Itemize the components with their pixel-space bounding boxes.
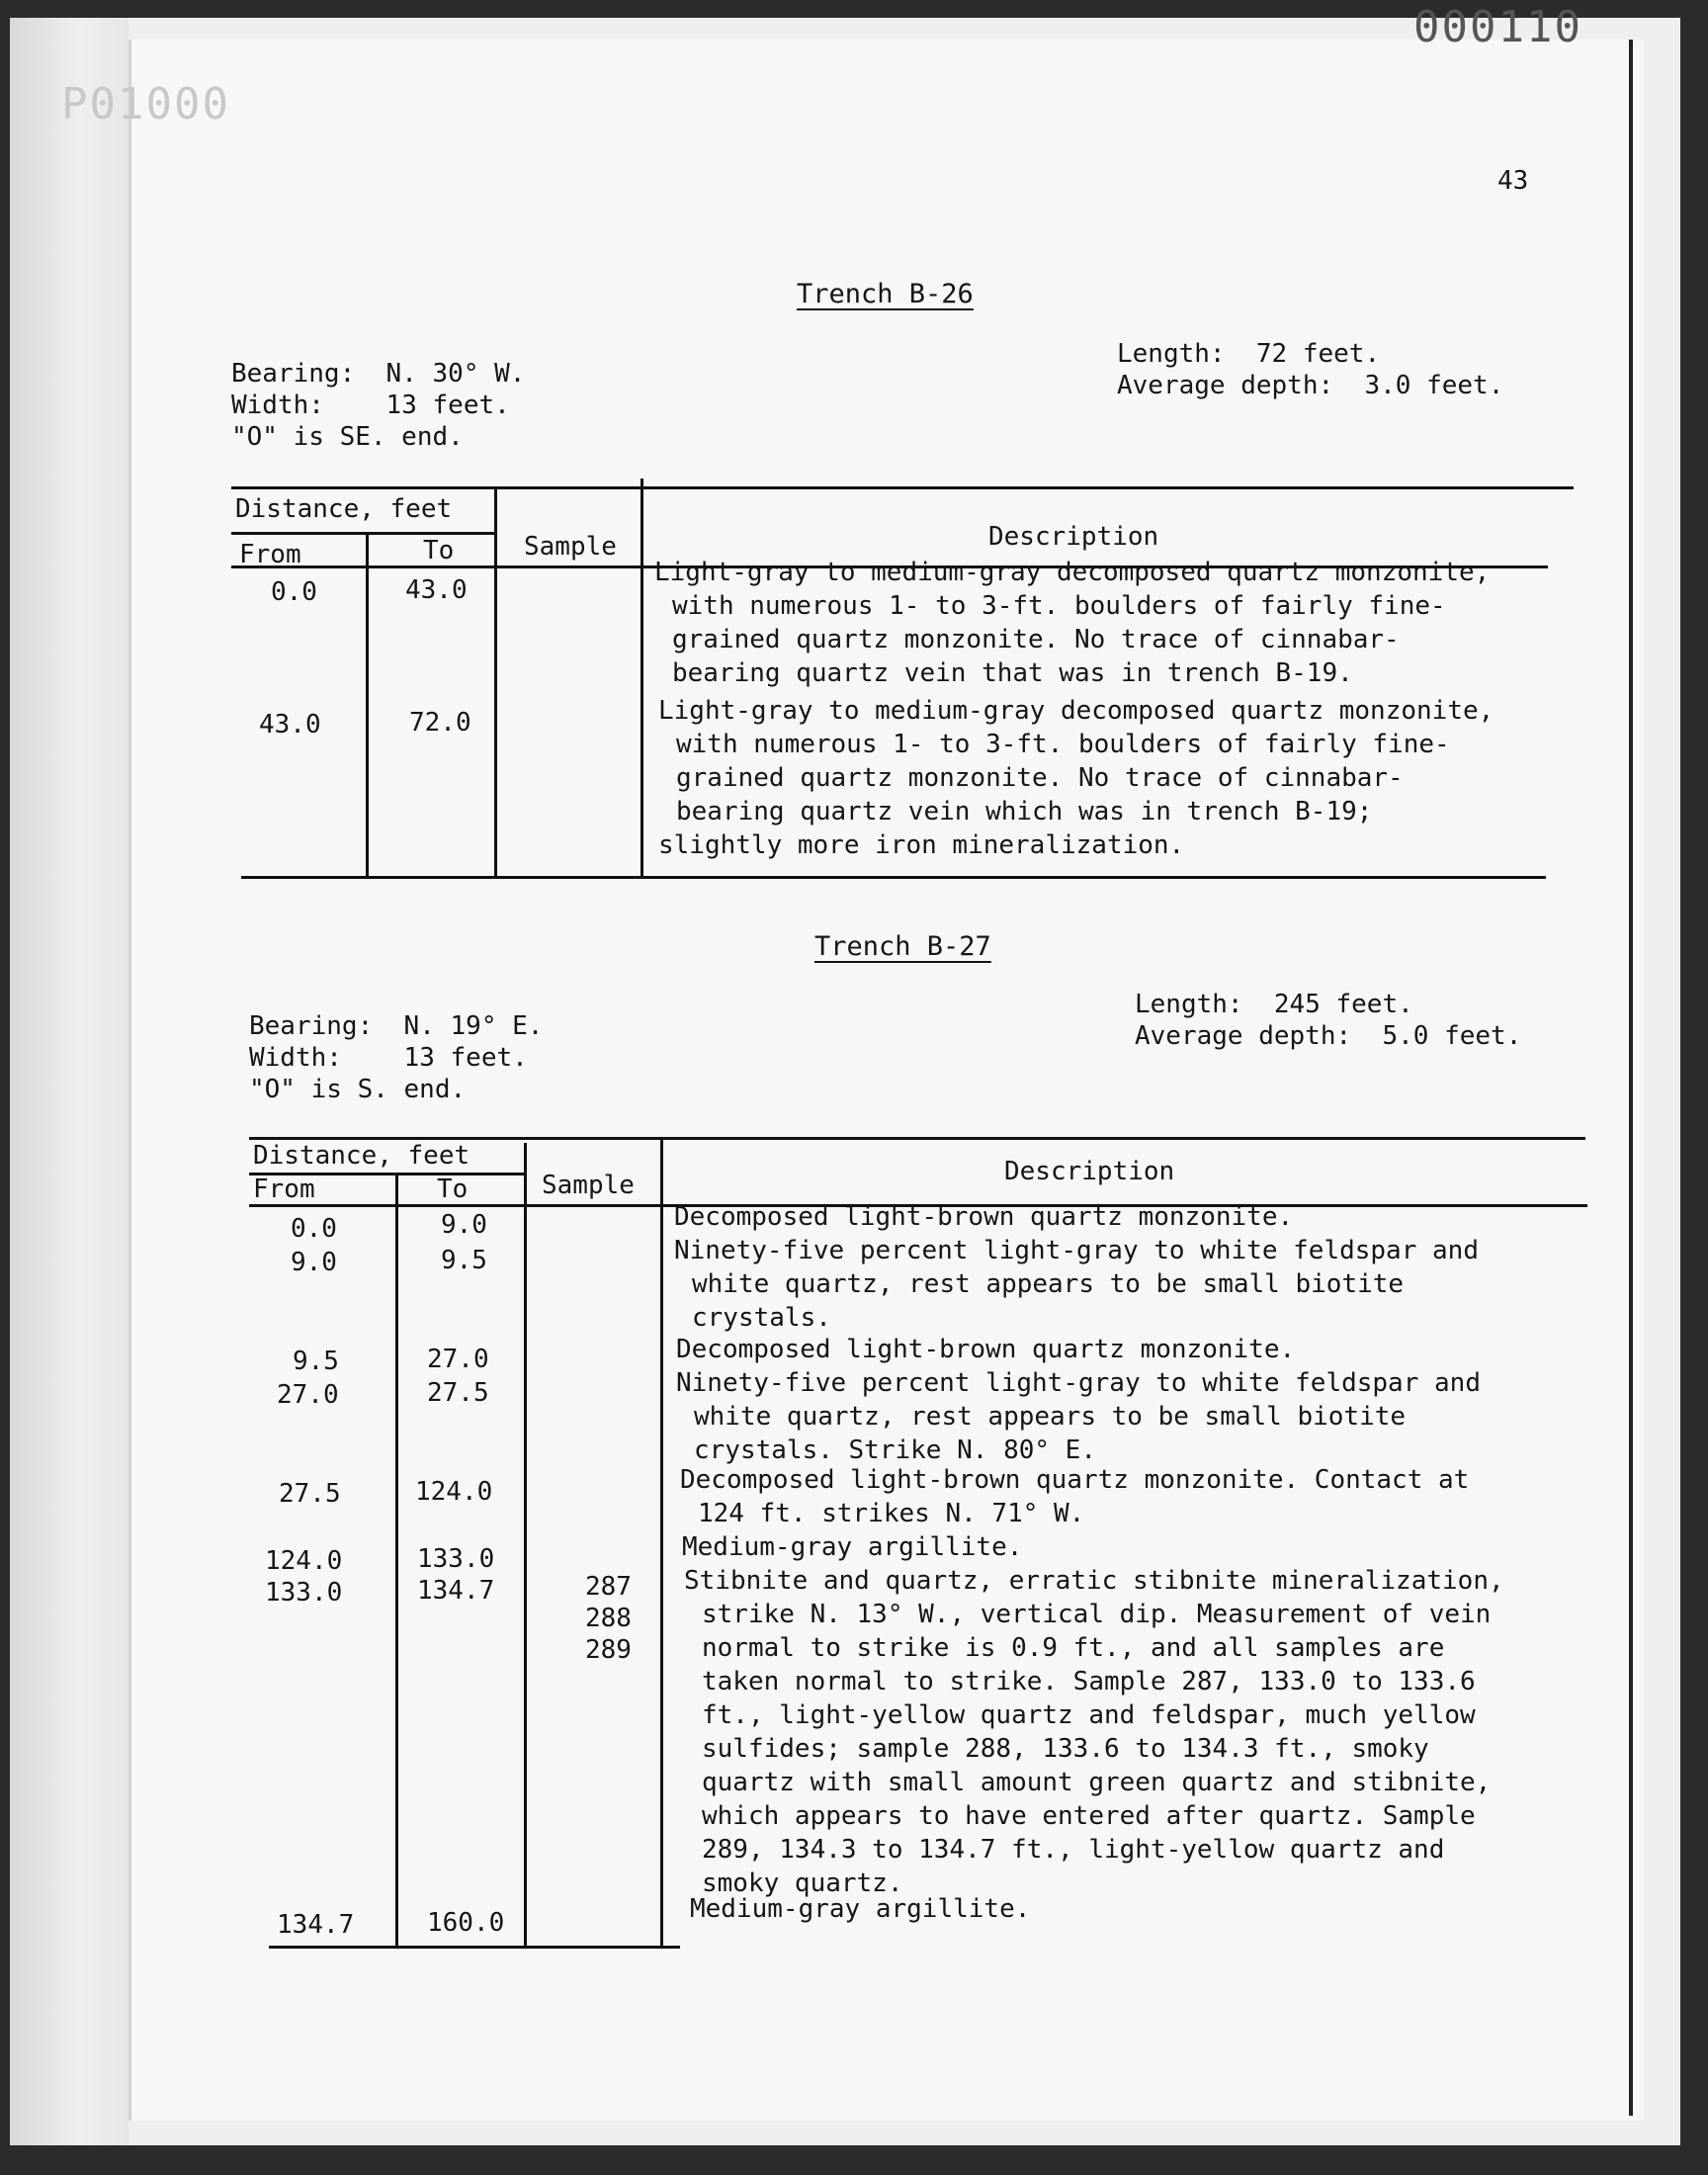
table-top-rule [231, 486, 1574, 489]
col-sep-from-to [395, 1173, 398, 1948]
trench-b26-right-meta [1117, 338, 1503, 401]
header-distance: Distance, feet [253, 1141, 470, 1171]
table-row-from: 124.0 [265, 1546, 343, 1576]
table-row-from: 9.0 [291, 1248, 337, 1277]
table-row-to: 72.0 [409, 708, 471, 738]
table-row-from: 43.0 [259, 710, 321, 740]
table-row-to: 27.5 [427, 1378, 489, 1408]
width-value: 13 feet. [385, 391, 510, 420]
trench-b27-right-meta [1135, 989, 1521, 1052]
table-row-sample: 287 [585, 1572, 632, 1602]
table-row-to: 9.0 [441, 1210, 487, 1240]
depth-value: 3.0 feet. [1364, 371, 1504, 400]
zero-end: "O" is S. end. [249, 1075, 467, 1104]
table-row-description: Decomposed light-brown quartz monzonite. [674, 1202, 1294, 1232]
length-label: Length: [1117, 339, 1226, 369]
width-value: 13 feet. [403, 1043, 528, 1073]
table-row-to: 124.0 [415, 1477, 493, 1507]
table-row-sample: 288 [585, 1604, 632, 1633]
table-row-to: 133.0 [417, 1544, 495, 1574]
table-row-from: 27.5 [279, 1479, 341, 1509]
table-row-to: 134.7 [417, 1576, 495, 1606]
header-sample: Sample [524, 532, 617, 562]
bearing-value: N. 19° E. [403, 1011, 544, 1041]
distance-rule [231, 532, 494, 535]
table-row-description: Medium-gray argillite. [682, 1532, 1023, 1562]
header-from: From [239, 540, 301, 569]
header-description: Description [988, 522, 1159, 552]
col-sep-sample [524, 1143, 527, 1948]
trench-b26-title: Trench B-26 [797, 279, 974, 309]
trench-b27-title: Trench B-27 [814, 931, 991, 962]
table-row-description: Stibnite and quartz, erratic stibnite mineralization, strike N. 13° W., vertical dip. Measurement of vein normal to strike is 0.9 ft., and all samples are taken normal to strike. Sample 287, 133.0 to 133.6 ft., light-yellow quartz and feldspar, much yellow sulfides; sample 288, 133.6 to 134.3 ft., smoky quartz with small amount green quartz and stibnite, which appears to have entered after quartz. Sample 289, 134.3 to 134.7 ft., light-yellow quartz and smoky quartz. [684, 1566, 1504, 1898]
table-row-description: Light-gray to medium-gray decomposed quartz monzonite, with numerous 1- to 3-ft. boulders of fairly fine- grained quartz monzonite. No trace of cinnabar- bearing quartz vein which was in trench B-19; slightly more iron mineralization. [658, 696, 1494, 860]
table-top-rule [249, 1137, 1585, 1140]
header-sample: Sample [542, 1171, 635, 1200]
stamp-left: P01000 [61, 79, 230, 130]
page-edge [1629, 40, 1633, 2116]
table-row-description: Medium-gray argillite. [690, 1894, 1031, 1924]
stamp-top: 000110 [1413, 2, 1582, 52]
length-value: 72 feet. [1255, 339, 1381, 369]
zero-end: "O" is SE. end. [231, 422, 464, 452]
table-row-from: 0.0 [291, 1214, 337, 1244]
table-row-description: Decomposed light-brown quartz monzonite. Contact at 124 ft. strikes N. 71° W. [680, 1465, 1470, 1528]
depth-label: Average depth: [1135, 1021, 1352, 1051]
length-label: Length: [1135, 990, 1243, 1019]
table-bottom-rule [241, 876, 1546, 879]
bearing-label: Bearing: [231, 359, 356, 389]
table-row-from: 133.0 [265, 1578, 343, 1608]
table-row-description: Light-gray to medium-gray decomposed quartz monzonite, with numerous 1- to 3-ft. boulders of fairly fine- grained quartz monzonite. No trace of cinnabar- bearing quartz vein that was in trench B-19. [654, 558, 1491, 688]
bearing-value: N. 30° W. [385, 359, 526, 389]
table-row-description: Ninety-five percent light-gray to white feldspar and white quartz, rest appears to be small biotite crystals. Strike N. 80° E. [676, 1368, 1481, 1465]
width-label: Width: [249, 1043, 342, 1073]
bearing-label: Bearing: [249, 1011, 374, 1041]
table-row-sample: 289 [585, 1635, 632, 1665]
table-row-from: 9.5 [293, 1347, 339, 1376]
width-label: Width: [231, 391, 324, 420]
table-row-from: 27.0 [277, 1380, 339, 1410]
header-distance: Distance, feet [235, 494, 453, 524]
scan-shadow [10, 18, 128, 2145]
header-to: To [437, 1174, 469, 1204]
depth-value: 5.0 feet. [1382, 1021, 1522, 1051]
table-row-description: Ninety-five percent light-gray to white feldspar and white quartz, rest appears to be small biotite crystals. [674, 1236, 1479, 1333]
table-row-to: 160.0 [427, 1908, 505, 1938]
header-description: Description [1004, 1157, 1175, 1186]
col-sep-distance [494, 486, 497, 876]
table-row-from: 134.7 [277, 1910, 355, 1940]
length-value: 245 feet. [1273, 990, 1413, 1019]
col-sep-from-to [366, 532, 369, 876]
header-from: From [253, 1174, 315, 1204]
header-to: To [423, 536, 455, 566]
table-row-description: Decomposed light-brown quartz monzonite. [676, 1335, 1296, 1364]
trench-b27-left-meta [249, 1010, 543, 1105]
trench-b26-left-meta [231, 358, 525, 453]
col-sep-description [660, 1137, 663, 1948]
table-row-to: 43.0 [405, 575, 468, 605]
table-row-to: 27.0 [427, 1345, 489, 1374]
depth-label: Average depth: [1117, 371, 1334, 400]
col-sep-sample [640, 478, 643, 876]
table-row-from: 0.0 [271, 577, 317, 607]
table-bottom-rule [269, 1946, 680, 1949]
table-row-to: 9.5 [441, 1246, 487, 1275]
page-number: 43 [1497, 166, 1529, 196]
